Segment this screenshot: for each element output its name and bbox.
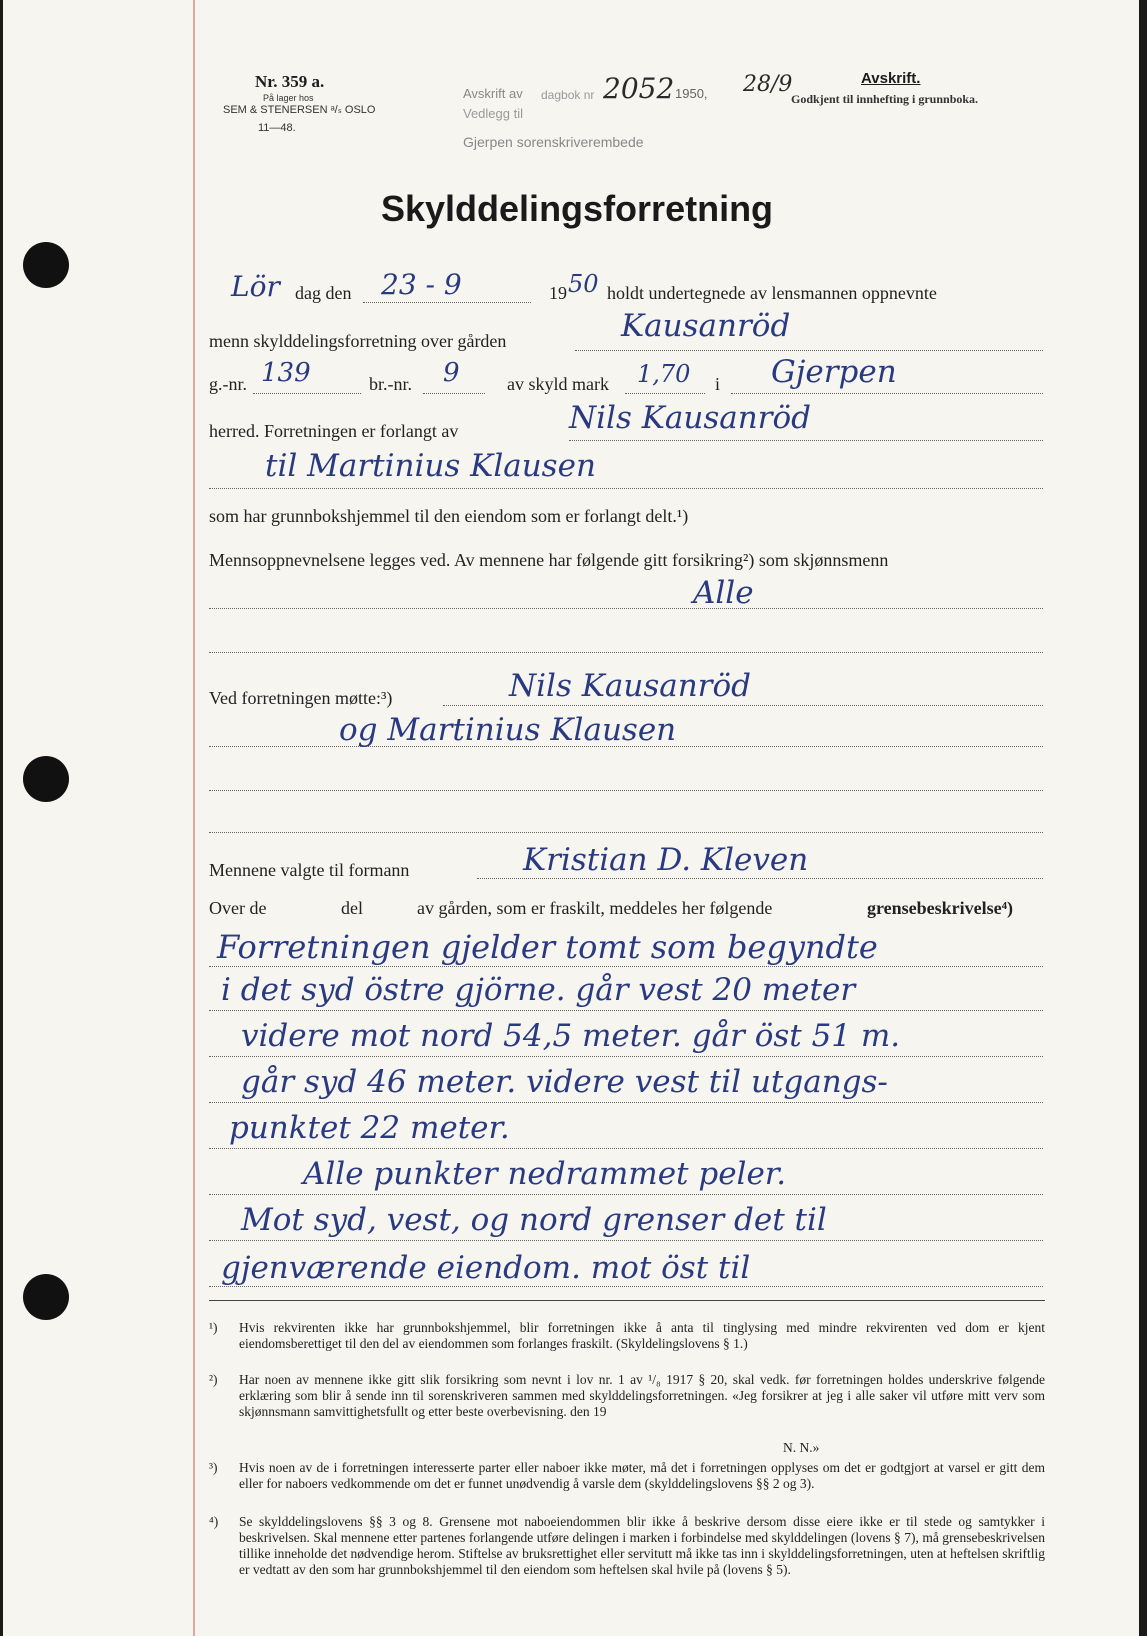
label-i: i [715,374,721,394]
met-person-1: Nils Kausanröd [509,668,752,704]
footnote-text: Hvis noen av de i forretningen interesserte parter eller naboer ikke møter, må det i forretningen opplyses om det er godtgjort at varsel er gitt dem eller for naboers vedkommende om det er funnet unødvendig å varsle dem (skylddelingslovens §§ 2 og 3). [239,1460,1045,1491]
mennsoppnevnelse-text: Mennsoppnevnelsene legges ved. Av mennene har følgende gitt forsikring²) som skjønnsmenn [209,550,889,570]
fill-line [209,1102,1043,1103]
grense-bold: grensebeskrivelse⁴) [867,898,1014,918]
requested-to: til Martinius Klausen [265,448,596,484]
description-line: Forretningen gjelder tomt som begyndte [217,928,878,966]
stamp-vedlegg: Vedlegg til [463,106,523,121]
insurers: Alle [693,575,754,611]
punch-hole [23,756,69,802]
footnote-4 [209,1514,1045,1578]
label-herred: herred. Forretningen er forlangt av [209,421,459,441]
description-line: gjenværende eiendom. mot öst til [221,1250,751,1286]
avskrift-label: Avskrift. [861,70,921,87]
stamp-court: Gjerpen sorenskriverembede [463,134,644,150]
label-over-farm: menn skylddelingsforretning over gården [209,331,507,351]
stamp-dagbok: dagbok nr [541,88,595,102]
footnote-number: ²) [209,1372,218,1387]
skyld-value: 1,70 [637,360,691,388]
footnote-rule [209,1300,1045,1301]
document-page [3,0,1139,1636]
footnote-number: ⁴) [209,1514,219,1529]
description-line: går syd 46 meter. videre vest til utgangs- [241,1064,888,1100]
chairman: Kristian D. Kleven [523,842,809,878]
footnote-2 [209,1372,1045,1420]
label-chairman: Mennene valgte til formann [209,860,410,880]
fill-line [569,440,1043,441]
fill-line [209,1194,1043,1195]
footnote-number: ³) [209,1460,218,1475]
fill-line [209,1056,1043,1057]
footnote-3 [209,1460,1045,1492]
fill-line [625,393,705,394]
journal-number: 2052 [603,72,675,105]
label-over-de: Over de [209,898,267,918]
footnote-text: Se skylddelingslovens §§ 3 og 8. Grensene mot naboeiendommen blir ikke å beskrive dersom disse eiere ikke er til stede og samtykker i beskrivelsen. Skal mennene etter partenes forlangende utføre delingen i marken i forbindelse med skylddelingen (lovens § 7), må grensebeskrivelsen tillike inneholde det nødvendige herom. Stiftelse av bruksrettighet eller servitutt må ikke tas inn i skylddelingsforretningen, uten at heftelsen skriftlig er vedtatt av den som har grunnbokshjemmel til den eiendom som heftelsen skal hvile på (lovens § 5). [239,1514,1045,1577]
description-line: Mot syd, vest, og nord grenser det til [241,1202,827,1238]
weekday: Lör [231,270,280,303]
footnote-1 [209,1320,1045,1352]
label-del: del [341,898,363,918]
footnote-text: Hvis rekvirenten ikke har grunnbokshjemmel, blir forretningen ikke å anta til tinglysing med mindre rekvirenten ved dom er kjent eiendomsberettiget til den del av eiendommen som forlanges fraskilt. (Skyldelingslovens § 1.) [239,1320,1045,1351]
fill-line [209,1010,1043,1011]
footnote-text: Har noen av mennene ikke gitt slik forsikring som nevnt i lov nr. 1 av ¹/₈ 1917 § 20, skal vedk. før forretningen holdes underskrive følgende erklæring som blir å sende inn til sorenskriveren sammen med skylddelingsforretningen. «Jeg forsikrer at jeg i alle saker vil utføre mitt verv som skjønnsmann samvittighetsfullt og etter beste overbevisning. den 19 [239,1372,1045,1419]
stock-line: På lager hos [263,93,314,103]
fill-line [363,302,531,303]
fill-line [477,878,1043,879]
fill-line [443,705,1043,706]
fill-line [209,1148,1043,1149]
fill-line [209,1286,1043,1287]
description-line: i det syd östre gjörne. går vest 20 meter [221,972,856,1008]
fill-line [209,966,1043,967]
fill-line [209,488,1043,489]
year-suffix: 50 [568,270,599,298]
label-gnr: g.-nr. [209,374,247,394]
year-prefix: 19 [549,283,567,303]
farm-name: Kausanröd [621,308,791,344]
date-stamp: 28/9 [743,72,793,97]
fill-line [209,608,1043,609]
held-by-text: holdt undertegnede av lensmannen oppnevnte [607,283,937,303]
fill-line [209,790,1043,791]
stamp-avskrift-av: Avskrift av [463,86,523,101]
margin-line [193,0,195,1636]
fill-line [209,1240,1043,1241]
label-bnr: br.-nr. [369,374,412,394]
year-stamp: 1950, [675,86,708,101]
fill-line [423,393,485,394]
fill-line [575,350,1043,351]
label-met: Ved forretningen møtte:³) [209,688,393,708]
gnr-value: 139 [261,358,311,388]
met-person-2: og Martinius Klausen [339,712,677,748]
grense-text: av gården, som er fraskilt, meddeles her følgende [417,898,773,918]
print-date: 11—48. [258,122,296,134]
requested-by: Nils Kausanröd [569,400,812,436]
footnote-signature [783,1440,883,1456]
bnr-value: 9 [443,358,460,388]
punch-hole [23,1274,69,1320]
fill-line [731,393,1043,394]
fill-line [209,652,1043,653]
description-line: punktet 22 meter. [229,1110,510,1146]
municipality: Gjerpen [771,354,897,390]
fill-line [253,393,361,394]
page-title: Skylddelingsforretning [381,188,774,229]
punch-hole [23,242,69,288]
approval-text: Godkjent til innhefting i grunnboka. [791,92,979,106]
footnote-number: ¹) [209,1320,218,1335]
date-value: 23 - 9 [381,268,462,301]
fill-line [209,832,1043,833]
label-dag-den: dag den [295,283,352,303]
form-number: Nr. 359 a. [255,72,325,91]
description-line: Alle punkter nedrammet peler. [303,1156,787,1192]
footnote-text: N. N.» [783,1440,820,1455]
label-skyld: av skyld mark [507,374,609,394]
grunnbok-text: som har grunnbokshjemmel til den eiendom som er forlangt delt.¹) [209,506,689,526]
publisher-line: SEM & STENERSEN ᵃ/ₛ OSLO [223,104,376,116]
description-line: videre mot nord 54,5 meter. går öst 51 m. [241,1018,901,1054]
